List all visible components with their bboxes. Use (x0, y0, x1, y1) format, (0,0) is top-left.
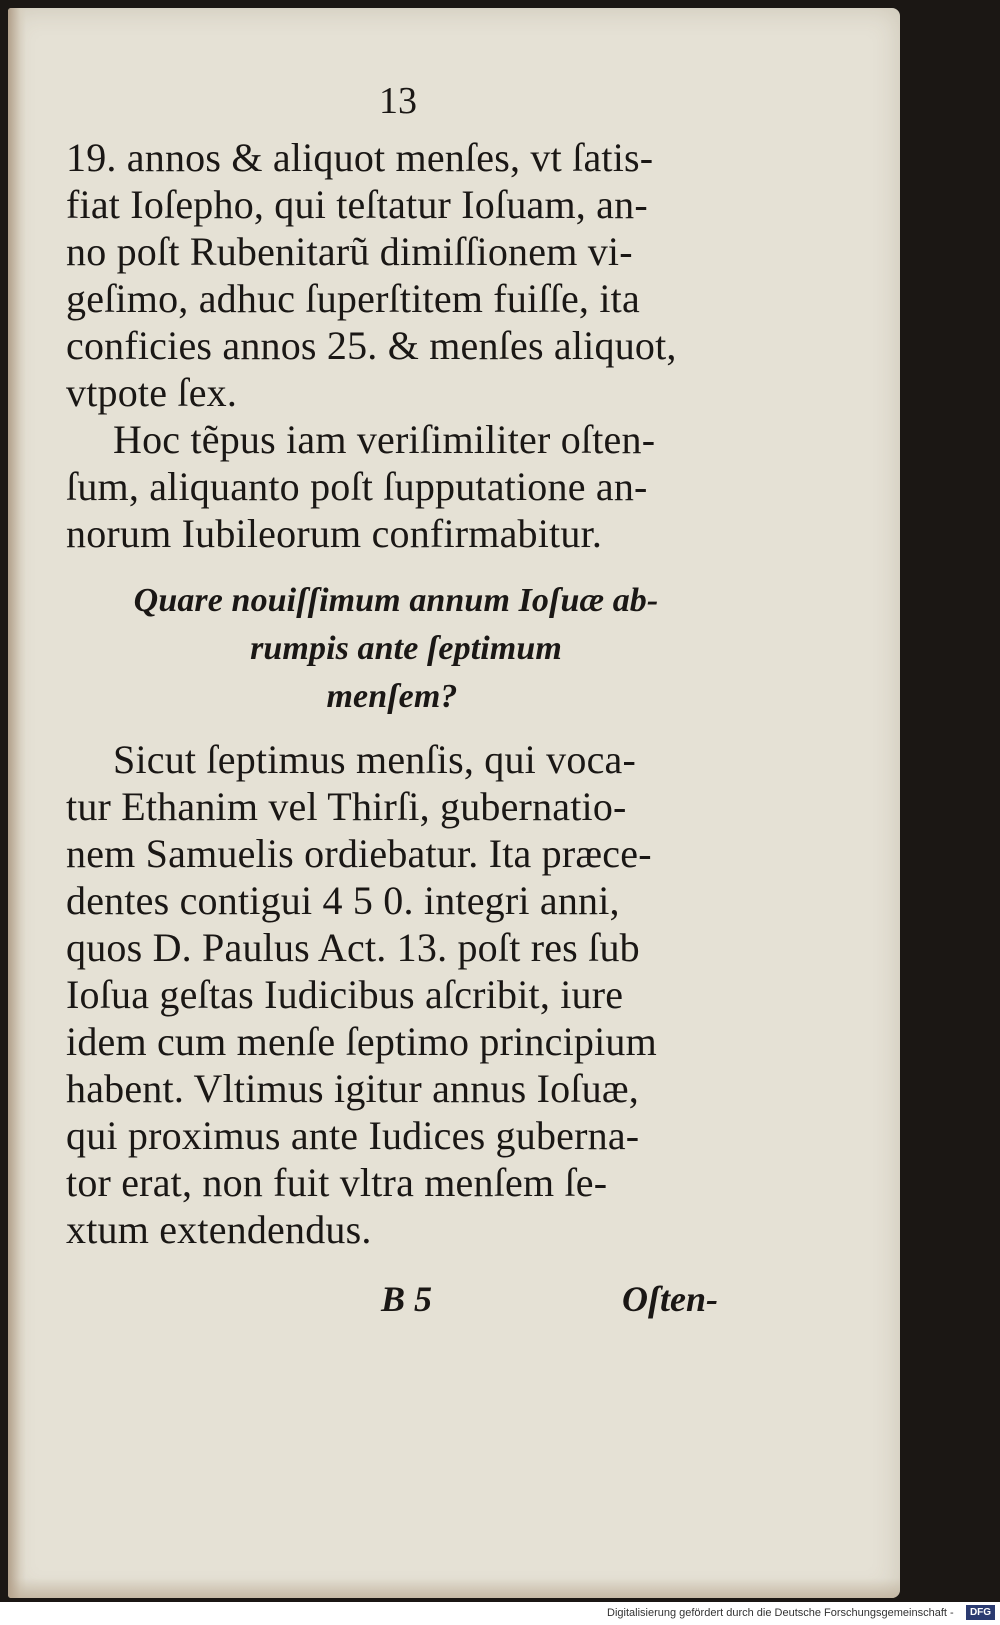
body-line: fiat Ioſepho, qui teſtatur Ioſuam, an- (66, 182, 648, 227)
answer-line: nem Samuelis ordiebatur. Ita præce- (66, 831, 652, 876)
body-line: 19. annos & aliquot menſes, vt ſatis- (66, 135, 654, 180)
body-line: ſum, aliquanto poſt ſupputatione an- (66, 464, 648, 509)
body-line: norum Iubileorum confirmabitur. (66, 511, 603, 556)
answer-line: tur Ethanim vel Thirſi, gubernatio- (66, 784, 627, 829)
body-line: Hoc tẽpus iam veriſimiliter oſten- (113, 417, 656, 462)
answer-line: xtum extendendus. (66, 1207, 372, 1252)
page-number: 13 (379, 80, 417, 122)
answer-line: dentes contigui 4 5 0. integri anni, (66, 878, 620, 923)
book-page (8, 8, 900, 1598)
answer-line: habent. Vltimus igitur annus Ioſuæ, (66, 1066, 639, 1111)
digitization-credit: Digitalisierung gefördert durch die Deutsche Forschungsgemeinschaft - (607, 1607, 954, 1619)
answer-line: idem cum menſe ſeptimo principium (66, 1019, 657, 1064)
signature-mark: B 5 (381, 1279, 433, 1319)
answer-line: Ioſua geſtas Iudicibus aſcribit, iure (66, 972, 624, 1017)
answer-line: tor erat, non fuit vltra menſem ſe- (66, 1160, 608, 1205)
catchword: Oſten- (622, 1279, 718, 1319)
answer-line: Sicut ſeptimus menſis, qui voca- (113, 737, 637, 782)
section-heading-line: Quare nouiſſimum annum Ioſuæ ab- (133, 582, 659, 619)
body-line: vtpote ſex. (66, 370, 238, 415)
body-line: geſimo, adhuc ſuperſtitem fuiſſe, ita (66, 276, 640, 321)
answer-line: quos D. Paulus Act. 13. poſt res ſub (66, 925, 640, 970)
answer-line: qui proximus ante Iudices guberna- (66, 1113, 640, 1158)
section-heading-line: menſem? (326, 678, 458, 715)
dfg-logo: DFG (966, 1605, 995, 1620)
body-line: conficies annos 25. & menſes aliquot, (66, 323, 677, 368)
body-line: no poſt Rubenitarũ dimiſſionem vi- (66, 229, 633, 274)
section-heading-line: rumpis ante ſeptimum (250, 630, 562, 667)
